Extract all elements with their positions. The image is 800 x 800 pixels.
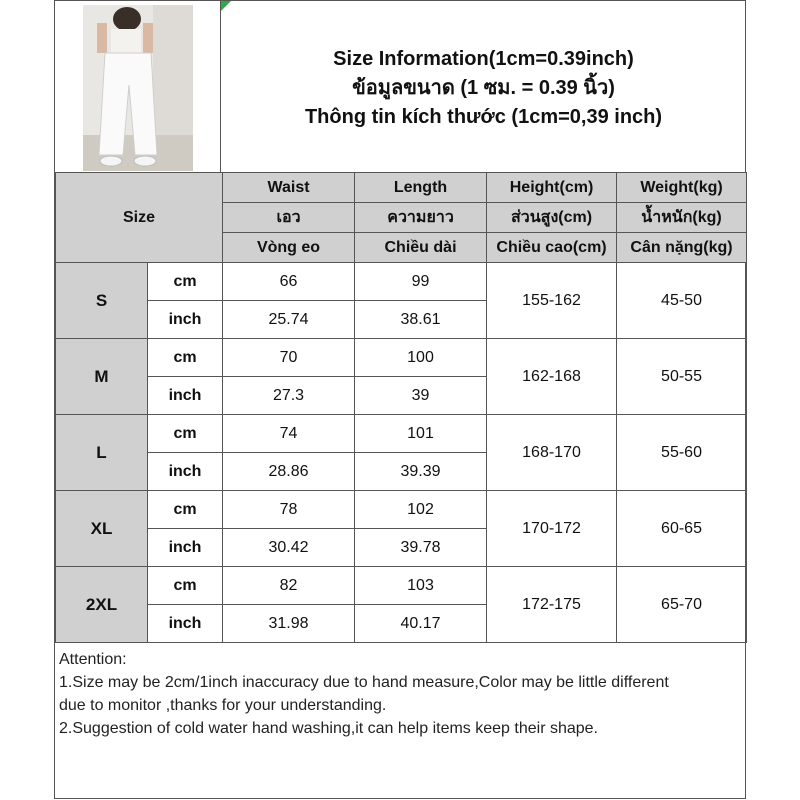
note-line-2: 2.Suggestion of cold water hand washing,it can help items keep their shape. [59,720,598,737]
col-length-vi: Chiều dài [355,233,487,263]
unit-inch: inch [148,301,223,339]
size-chart-sheet [54,0,746,799]
waist-cm: 74 [223,415,355,453]
table-row [56,415,747,453]
size-table [55,172,747,643]
height-range: 162-168 [487,339,617,415]
table-row [56,567,747,605]
weight-range: 55-60 [617,415,747,491]
title-block [222,45,745,132]
length-inch: 39.39 [355,453,487,491]
height-range: 155-162 [487,263,617,339]
unit-inch: inch [148,377,223,415]
unit-cm: cm [148,263,223,301]
product-photo [55,1,221,172]
col-height-vi: Chiều cao(cm) [487,233,617,263]
col-length-th: ความยาว [355,203,487,233]
weight-range: 65-70 [617,567,747,643]
header [55,1,745,173]
col-waist-vi: Vòng eo [223,233,355,263]
size-name: 2XL [56,567,148,643]
table-row [56,263,747,301]
waist-cm: 78 [223,491,355,529]
waist-cm: 82 [223,567,355,605]
col-weight-vi: Cân nặng(kg) [617,233,747,263]
corner-marker [221,1,231,11]
weight-range: 60-65 [617,491,747,567]
col-weight-th: น้ำหนัก(kg) [617,203,747,233]
length-cm: 101 [355,415,487,453]
title-vietnamese: Thông tin kích thước (1cm=0,39 inch) [304,106,663,128]
length-inch: 39 [355,377,487,415]
waist-inch: 25.74 [223,301,355,339]
size-name: XL [56,491,148,567]
weight-range: 45-50 [617,263,747,339]
length-cm: 99 [355,263,487,301]
waist-inch: 31.98 [223,605,355,643]
size-name: M [56,339,148,415]
length-inch: 38.61 [355,301,487,339]
height-range: 170-172 [487,491,617,567]
unit-inch: inch [148,453,223,491]
length-cm: 100 [355,339,487,377]
waist-inch: 27.3 [223,377,355,415]
size-name: S [56,263,148,339]
waist-cm: 70 [223,339,355,377]
waist-cm: 66 [223,263,355,301]
unit-cm: cm [148,415,223,453]
unit-cm: cm [148,491,223,529]
height-range: 168-170 [487,415,617,491]
unit-cm: cm [148,567,223,605]
size-column-label: Size [56,173,223,263]
note-line-1a: 1.Size may be 2cm/1inch inaccuracy due to hand measure,Color may be little different [59,674,669,691]
col-height-th: ส่วนสูง(cm) [487,203,617,233]
note-line-1b: due to monitor ,thanks for your understanding. [59,697,387,714]
col-waist-en: Waist [223,173,355,203]
title-thai: ข้อมูลขนาด (1 ซม. = 0.39 นิ้ว) [352,77,615,99]
notes-heading: Attention: [59,651,127,668]
waist-inch: 30.42 [223,529,355,567]
unit-inch: inch [148,529,223,567]
product-photo-illustration [83,5,193,171]
col-waist-th: เอว [223,203,355,233]
table-row [56,339,747,377]
unit-inch: inch [148,605,223,643]
height-range: 172-175 [487,567,617,643]
weight-range: 50-55 [617,339,747,415]
waist-inch: 28.86 [223,453,355,491]
length-inch: 40.17 [355,605,487,643]
length-cm: 102 [355,491,487,529]
col-length-en: Length [355,173,487,203]
length-inch: 39.78 [355,529,487,567]
table-row [56,491,747,529]
title-english: Size Information(1cm=0.39inch) [333,48,634,70]
attention-notes [55,646,745,742]
length-cm: 103 [355,567,487,605]
size-name: L [56,415,148,491]
unit-cm: cm [148,339,223,377]
col-weight-en: Weight(kg) [617,173,747,203]
col-height-en: Height(cm) [487,173,617,203]
header-row-english [56,173,747,203]
